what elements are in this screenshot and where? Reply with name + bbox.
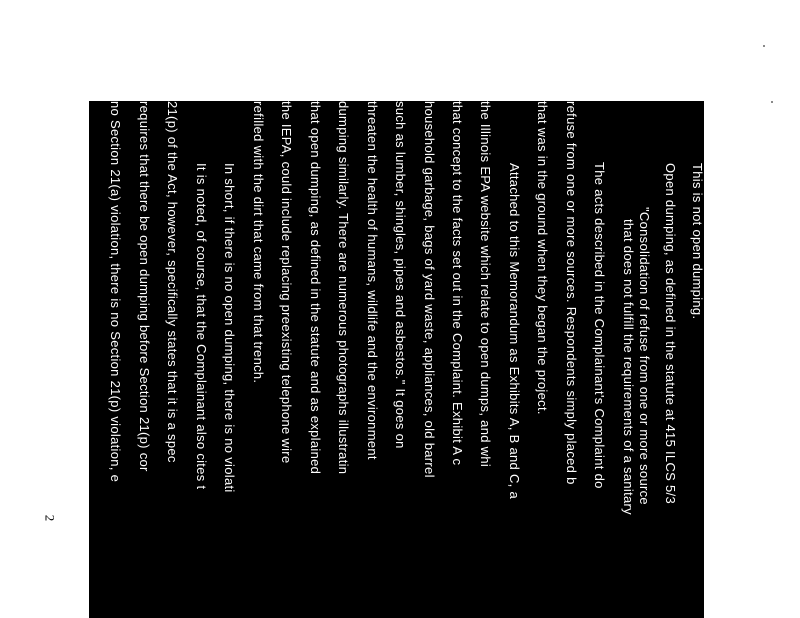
- page-number: 2: [42, 514, 58, 522]
- doc-line: dumping similarly. There are numerous photographs illustratin: [336, 101, 351, 475]
- doc-line: It is noted, of course, that the Complainant also cites t: [194, 163, 209, 490]
- doc-line: "Consolidation of refuse from one or more source: [637, 207, 652, 505]
- doc-line: This is not open dumping.: [690, 163, 705, 320]
- doc-line: The acts described in the Complainant's Complaint do: [592, 162, 607, 489]
- scan-speck: [771, 101, 773, 103]
- doc-line: threaten the health of humans, wildlife and the environment: [365, 101, 380, 460]
- scan-speck: [763, 45, 765, 47]
- doc-line: 21(p) of the Act, however, specifically states that it is a spec: [165, 101, 180, 463]
- doc-line: that concept to the facts set out in the Complaint. Exhibit A c: [450, 101, 465, 466]
- doc-line: refuse from one or more sources. Respondents simply placed b: [564, 101, 579, 485]
- doc-line: requires that there be open dumping before Section 21(p) cor: [137, 101, 152, 472]
- doc-line: no Section 21(a) violation, there is no Section 21(p) violation, e: [108, 101, 123, 483]
- doc-line: that was in the ground when they began the project.: [535, 101, 550, 415]
- doc-line: In short, if there is no open dumping, there is no violati: [222, 163, 237, 493]
- rotated-document-text: [89, 101, 704, 618]
- doc-line: the Illinois EPA website which relate to open dumps, and whi: [478, 101, 493, 468]
- doc-line: Open dumping, as defined in the statute at 415 ILCS 5/3: [663, 163, 678, 504]
- doc-line: Attached to this Memorandum as Exhibits A, B and C, a: [507, 163, 522, 500]
- doc-line: household garbage, bags of yard waste, appliances, old barrel: [422, 101, 437, 478]
- doc-line: the IEPA, could include replacing preexisting telephone wire: [279, 101, 294, 464]
- doc-line: refilled with the dirt that came from that trench.: [251, 101, 266, 384]
- doc-line: that does not fulfill the requirements of a sanitary: [621, 219, 636, 515]
- doc-line: such as lumber, shingles, pipes and asbestos." It goes on: [393, 101, 408, 449]
- doc-line: that open dumping, as defined in the statute and as explained: [308, 101, 323, 475]
